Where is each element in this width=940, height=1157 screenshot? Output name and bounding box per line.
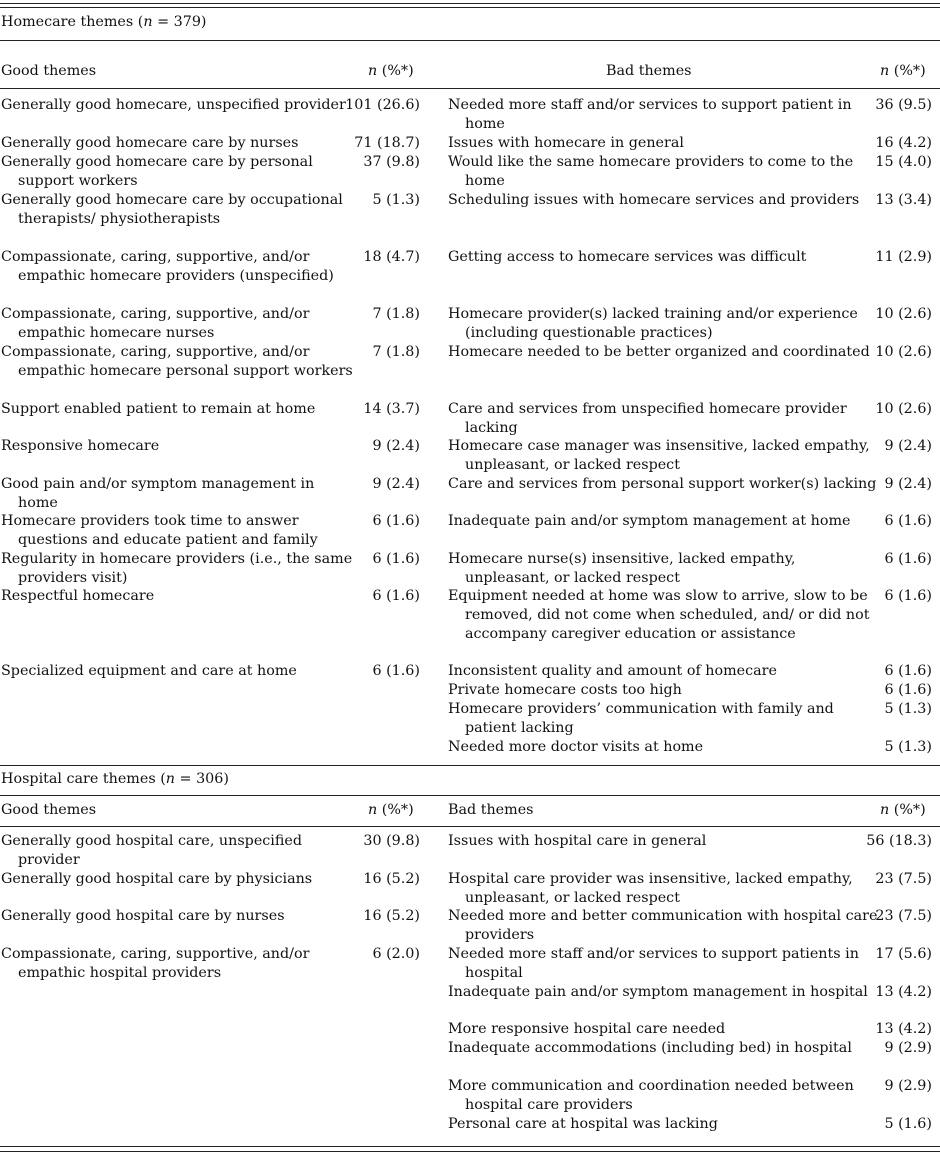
bad-count: 10 (2.6) [875,344,932,360]
good-theme: Specialized equipment and care at home [1,663,297,679]
good-theme: Good pain and/or symptom management in home [1,476,315,511]
bad-count: 5 (1.3) [884,701,932,717]
bad-count: 16 (4.2) [875,135,932,151]
bad-count: 9 (2.4) [884,438,932,454]
good-count: 5 (1.3) [372,192,420,208]
bottom-rule [0,1146,940,1147]
good-themes-header: Good themes [1,63,97,79]
bad-count: 6 (1.6) [884,682,932,698]
bad-theme: Needed more doctor visits at home [448,739,704,755]
bad-count: 23 (7.5) [875,871,932,887]
top-rule-inner [0,7,940,8]
bad-theme: More responsive hospital care needed [448,1021,726,1037]
good-theme: Homecare providers took time to answer questions and educate patient and family [1,513,318,548]
good-count: 37 (9.8) [363,154,420,170]
good-count: 30 (9.8) [363,833,420,849]
bad-theme: Hospital care provider was insensitive, lacked empathy, unpleasant, or lacked respect [448,871,853,906]
good-theme: Generally good homecare care by nurses [1,135,299,151]
bad-count: 6 (1.6) [884,588,932,604]
good-theme: Generally good hospital care, unspecified provider [1,833,303,868]
bad-count: 9 (2.9) [884,1078,932,1094]
section-rule [0,795,940,796]
good-themes-header: Good themes [1,802,97,818]
bad-theme: Inadequate pain and/or symptom management in hospital [448,984,868,1000]
good-theme: Regularity in homecare providers (i.e., the same providers visit) [1,551,353,586]
bad-count: 5 (1.6) [884,1116,932,1132]
section-title-hospital: Hospital care themes (n = 306) [1,771,229,787]
bad-theme: More communication and coordination needed between hospital care providers [448,1078,854,1113]
bad-count: 13 (3.4) [875,192,932,208]
good-theme: Responsive homecare [1,438,160,454]
bad-theme: Issues with homecare in general [448,135,684,151]
header-rule [0,88,940,89]
good-theme: Support enabled patient to remain at home [1,401,316,417]
bad-count: 10 (2.6) [875,401,932,417]
good-count: 16 (5.2) [363,908,420,924]
good-count: 7 (1.8) [372,344,420,360]
bad-theme: Inadequate pain and/or symptom management at home [448,513,851,529]
bad-theme: Homecare providers’ communication with family and patient lacking [448,701,834,736]
bad-count: 13 (4.2) [875,984,932,1000]
bad-theme: Private homecare costs too high [448,682,682,698]
bad-theme: Scheduling issues with homecare services and providers [448,192,860,208]
bad-theme: Inadequate accommodations (including bed) in hospital [448,1040,852,1056]
good-count: 6 (1.6) [372,551,420,567]
bad-theme: Homecare nurse(s) insensitive, lacked empathy, unpleasant, or lacked respect [448,551,796,586]
bad-count: 13 (4.2) [875,1021,932,1037]
bad-count: 15 (4.0) [875,154,932,170]
bad-theme: Inconsistent quality and amount of homecare [448,663,777,679]
good-theme: Compassionate, caring, supportive, and/or empathic homecare personal support workers [1,344,353,379]
bad-theme: Care and services from personal support worker(s) lacking [448,476,877,492]
good-count: 9 (2.4) [372,476,420,492]
good-theme: Generally good homecare care by personal support workers [1,154,313,189]
bad-count: 6 (1.6) [884,551,932,567]
good-count: 71 (18.7) [354,135,420,151]
good-count: 16 (5.2) [363,871,420,887]
bad-count: 6 (1.6) [884,663,932,679]
good-theme: Compassionate, caring, supportive, and/or empathic homecare nurses [1,306,310,341]
bad-theme: Needed more and better communication with hospital care providers [448,908,878,943]
bad-count: 10 (2.6) [875,306,932,322]
good-theme: Compassionate, caring, supportive, and/or empathic homecare providers (unspecified) [1,249,334,284]
bad-count: 56 (18.3) [866,833,932,849]
bad-themes-header: Bad themes [606,63,692,79]
good-count: 6 (1.6) [372,663,420,679]
bad-count: 9 (2.4) [884,476,932,492]
bad-count: 23 (7.5) [875,908,932,924]
good-count: 18 (4.7) [363,249,420,265]
bad-theme: Would like the same homecare providers to come to the home [448,154,854,189]
good-count: 7 (1.8) [372,306,420,322]
bad-n-header: n (%*) [880,802,926,818]
bad-count: 11 (2.9) [875,249,932,265]
bad-count: 9 (2.9) [884,1040,932,1056]
good-count: 6 (2.0) [372,946,420,962]
bad-count: 5 (1.3) [884,739,932,755]
bad-theme: Issues with hospital care in general [448,833,707,849]
good-theme: Respectful homecare [1,588,155,604]
good-theme: Generally good homecare care by occupational therapists/ physiotherapists [1,192,343,227]
bad-n-header: n (%*) [880,63,926,79]
bad-theme: Equipment needed at home was slow to arrive, slow to be removed, did not come when scheduled, and/ or did not accompany caregiver education or assistance [448,588,870,642]
section-title-homecare: Homecare themes (n = 379) [1,14,207,30]
bad-theme: Homecare provider(s) lacked training and/or experience (including questionable practices) [448,306,858,341]
section-rule [0,765,940,766]
good-count: 101 (26.6) [345,97,420,113]
bottom-rule-inner [0,1151,940,1152]
bad-theme: Homecare needed to be better organized and coordinated [448,344,870,360]
good-count: 6 (1.6) [372,513,420,529]
good-theme: Generally good hospital care by nurses [1,908,285,924]
bad-theme: Needed more staff and/or services to support patient in home [448,97,852,132]
good-n-header: n (%*) [368,802,414,818]
bad-theme: Homecare case manager was insensitive, lacked empathy, unpleasant, or lacked respect [448,438,870,473]
bad-theme: Care and services from unspecified homecare provider lacking [448,401,847,436]
good-count: 9 (2.4) [372,438,420,454]
bad-theme: Personal care at hospital was lacking [448,1116,718,1132]
bad-count: 17 (5.6) [875,946,932,962]
good-theme: Generally good homecare, unspecified provider [1,97,346,113]
bad-theme: Needed more staff and/or services to support patients in hospital [448,946,859,981]
good-theme: Compassionate, caring, supportive, and/or empathic hospital providers [1,946,310,981]
bad-themes-header: Bad themes [448,802,534,818]
top-rule [0,3,940,4]
good-count: 6 (1.6) [372,588,420,604]
good-theme: Generally good hospital care by physicians [1,871,313,887]
bad-count: 6 (1.6) [884,513,932,529]
good-count: 14 (3.7) [363,401,420,417]
header-rule [0,826,940,827]
bad-theme: Getting access to homecare services was difficult [448,249,807,265]
good-n-header: n (%*) [368,63,414,79]
section-rule [0,40,940,41]
bad-count: 36 (9.5) [875,97,932,113]
